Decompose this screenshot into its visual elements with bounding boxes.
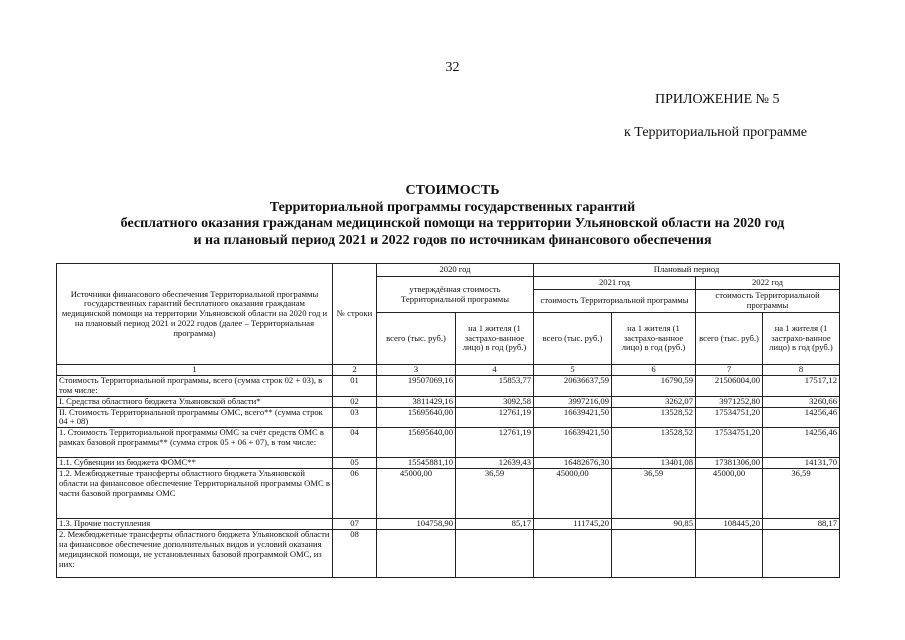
appendix-title: ПРИЛОЖЕНИЕ № 5 <box>655 92 780 107</box>
table-row <box>57 407 840 428</box>
cell-total-2020: 15695640,00 <box>377 407 456 428</box>
row-label: 1. Стоимость Территориальной программы ОМС за счёт средств ОМС в рамках базовой программы** (сумма строк 05 + 06 + 07), в том числе: <box>57 428 333 458</box>
cell-per-capita-2021: 36,59 <box>612 469 696 519</box>
cell-per-capita-2021: 90,85 <box>612 519 696 530</box>
title-line-1: СТОИМОСТЬ <box>405 183 500 198</box>
cell-per-capita-2022: 36,59 <box>763 469 840 519</box>
cell-total-2021: 16482676,30 <box>534 458 612 469</box>
row-label: I. Средства областного бюджета Ульяновской области* <box>57 396 333 407</box>
cell-total-2020: 15695640,00 <box>377 428 456 458</box>
row-number: 04 <box>333 428 377 458</box>
header-total-2021: всего (тыс. руб.) <box>534 313 612 365</box>
table-row <box>57 458 840 469</box>
col-number: 6 <box>612 365 696 376</box>
cell-per-capita-2021: 3262,07 <box>612 396 696 407</box>
cell-total-2022: 21506004,00 <box>696 376 763 397</box>
cell-total-2020 <box>377 530 456 578</box>
header-per-capita-2020: на 1 жителя (1 застрахо-ванное лицо) в год (руб.) <box>456 313 534 365</box>
col-number: 7 <box>696 365 763 376</box>
header-per-capita-2021: на 1 жителя (1 застрахо-ванное лицо) в год (руб.) <box>612 313 696 365</box>
cell-total-2021: 16639421,50 <box>534 428 612 458</box>
cell-per-capita-2022 <box>763 530 840 578</box>
header-cost-2021: стоимость Территориальной программы <box>534 290 696 313</box>
row-number: 01 <box>333 376 377 397</box>
col-number: 8 <box>763 365 840 376</box>
appendix-subtitle: к Территориальной программе <box>624 125 808 140</box>
row-number: 08 <box>333 530 377 578</box>
cell-total-2020: 104758,90 <box>377 519 456 530</box>
cell-total-2022: 3971252,80 <box>696 396 763 407</box>
header-planned-period: Плановый период <box>534 264 840 277</box>
cell-total-2020: 19507069,16 <box>377 376 456 397</box>
table-row <box>57 469 840 519</box>
row-label: 1.1. Субвенции из бюджета ФОМС** <box>57 458 333 469</box>
header-2021: 2021 год <box>534 277 696 290</box>
cell-per-capita-2021: 13528,52 <box>612 407 696 428</box>
cell-total-2022: 17534751,20 <box>696 428 763 458</box>
header-source: Источники финансового обеспечения Территориальной программы государственных гарантий бесплатного оказания гражданам медицинской помощи на территории Ульяновской области на 2020 год и на плановый период 2021 и 2022 годов (далее – Территориальная программа) <box>57 264 333 365</box>
cell-total-2022 <box>696 530 763 578</box>
header-row-number: № строки <box>333 264 377 365</box>
col-number: 2 <box>333 365 377 376</box>
col-number: 1 <box>57 365 333 376</box>
cost-table <box>56 263 840 578</box>
table-row <box>57 530 840 578</box>
row-label: II. Стоимость Территориальной программы ОМС, всего** (сумма строк 04 + 08) <box>57 407 333 428</box>
row-label: 1.2. Межбюджетные трансферты областного бюджета Ульяновской области на финансовое обеспечение Территориальной программы ОМС в части базовой программы ОМС <box>57 469 333 519</box>
header-2020: 2020 год <box>377 264 534 277</box>
page-number: 32 <box>445 60 460 75</box>
document-title <box>0 183 905 249</box>
cell-per-capita-2022: 88,17 <box>763 519 840 530</box>
cell-per-capita-2022: 14256,46 <box>763 428 840 458</box>
cell-total-2021: 3997216,09 <box>534 396 612 407</box>
col-number: 4 <box>456 365 534 376</box>
cell-per-capita-2021: 13401,08 <box>612 458 696 469</box>
cell-total-2022: 17534751,20 <box>696 407 763 428</box>
cell-per-capita-2020: 12639,43 <box>456 458 534 469</box>
row-number: 06 <box>333 469 377 519</box>
cell-per-capita-2022: 3260,66 <box>763 396 840 407</box>
cell-total-2021: 20636637,59 <box>534 376 612 397</box>
row-label: Стоимость Территориальной программы, всего (сумма строк 02 + 03), в том числе: <box>57 376 333 397</box>
table-row <box>57 519 840 530</box>
col-number: 5 <box>534 365 612 376</box>
title-line-3: бесплатного оказания гражданам медицинской помощи на территории Ульяновской области на 2020 год <box>120 216 785 231</box>
header-approved-cost: утверждённая стоимость Территориальной программы <box>377 277 534 313</box>
column-number-row <box>57 365 840 376</box>
cell-total-2020: 45000,00 <box>377 469 456 519</box>
cell-total-2022: 108445,20 <box>696 519 763 530</box>
cell-per-capita-2020: 15853,77 <box>456 376 534 397</box>
cell-per-capita-2020: 3092,58 <box>456 396 534 407</box>
header-total-2020: всего (тыс. руб.) <box>377 313 456 365</box>
cell-total-2020: 15545881,10 <box>377 458 456 469</box>
row-number: 05 <box>333 458 377 469</box>
row-label: 2. Межбюджетные трансферты областного бюджета Ульяновской области на финансовое обеспечение дополнительных видов и условий оказания медицинской помощи, не установленных базовой программой ОМС, из них: <box>57 530 333 578</box>
cell-total-2021: 111745,20 <box>534 519 612 530</box>
cell-total-2021: 16639421,50 <box>534 407 612 428</box>
cell-total-2021 <box>534 530 612 578</box>
cell-total-2021: 45000,00 <box>534 469 612 519</box>
cell-total-2020: 3811429,16 <box>377 396 456 407</box>
cell-per-capita-2021: 16790,59 <box>612 376 696 397</box>
cell-total-2022: 45000,00 <box>696 469 763 519</box>
title-line-4: и на плановый период 2021 и 2022 годов по источникам финансового обеспечения <box>193 232 712 248</box>
cell-per-capita-2020: 12761,19 <box>456 428 534 458</box>
cell-per-capita-2022: 14131,70 <box>763 458 840 469</box>
cell-per-capita-2021 <box>612 530 696 578</box>
cell-per-capita-2020: 12761,19 <box>456 407 534 428</box>
cell-per-capita-2022: 17517,12 <box>763 376 840 397</box>
cell-per-capita-2020: 36,59 <box>456 469 534 519</box>
row-number: 02 <box>333 396 377 407</box>
header-2022: 2022 год <box>696 277 840 290</box>
row-number: 03 <box>333 407 377 428</box>
header-per-capita-2022: на 1 жителя (1 застрахо-ванное лицо) в год (руб.) <box>763 313 840 365</box>
row-label: 1.3. Прочие поступления <box>57 519 333 530</box>
cell-per-capita-2020 <box>456 530 534 578</box>
table-row <box>57 428 840 458</box>
cell-per-capita-2022: 14256,46 <box>763 407 840 428</box>
table-row <box>57 396 840 407</box>
title-line-2: Территориальной программы государственных гарантий <box>269 199 636 215</box>
cell-total-2022: 17381306,00 <box>696 458 763 469</box>
header-total-2022: всего (тыс. руб.) <box>696 313 763 365</box>
table-row <box>57 376 840 397</box>
col-number: 3 <box>377 365 456 376</box>
row-number: 07 <box>333 519 377 530</box>
cell-per-capita-2020: 85,17 <box>456 519 534 530</box>
header-cost-2022: стоимость Территориальной программы <box>696 290 840 313</box>
cell-per-capita-2021: 13528,52 <box>612 428 696 458</box>
